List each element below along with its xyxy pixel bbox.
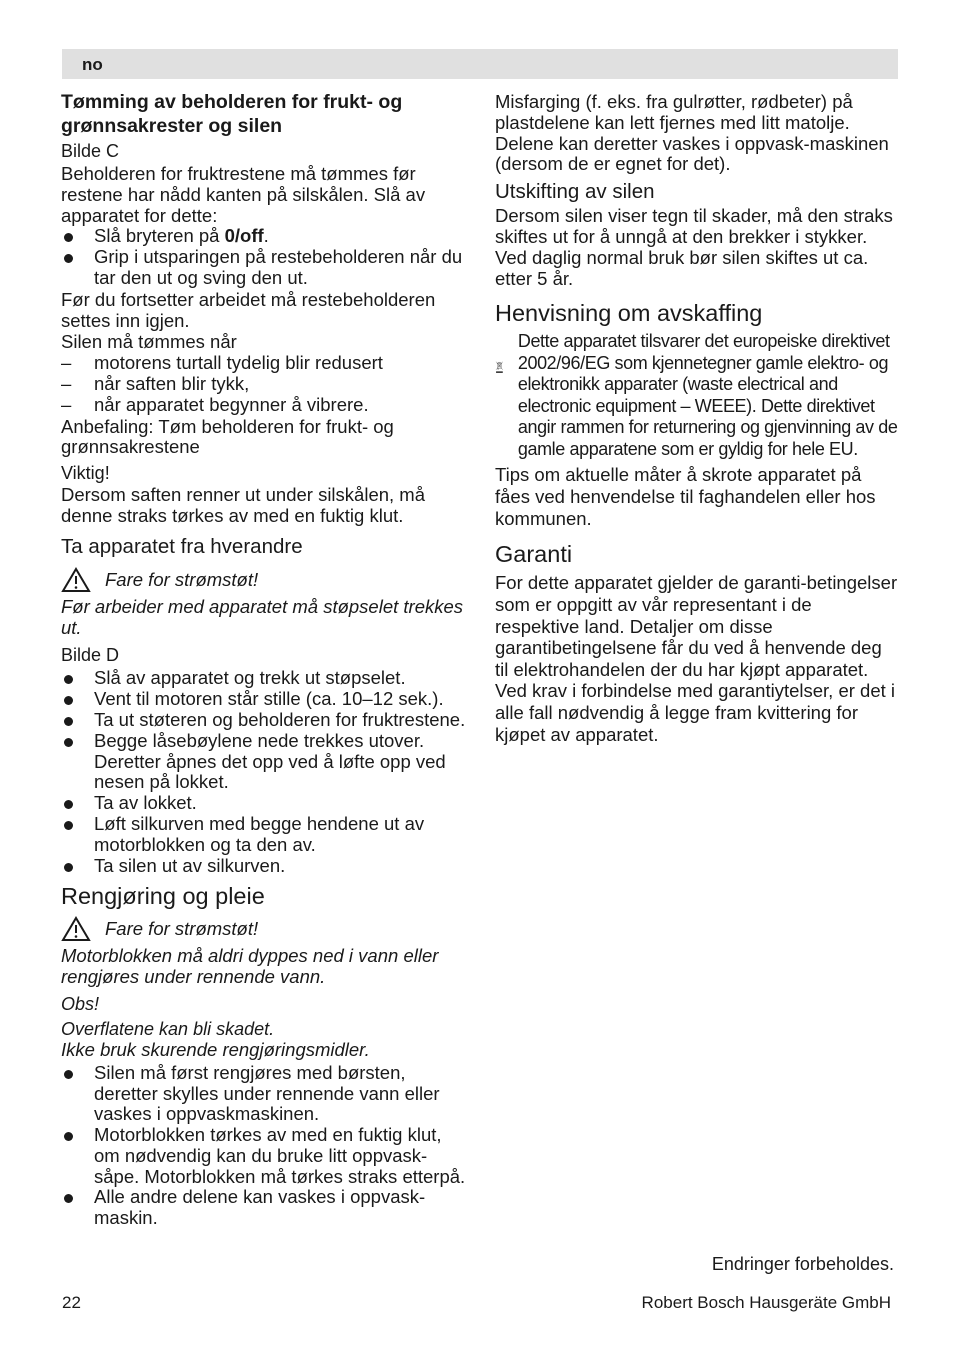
disassembly-bullets xyxy=(61,668,466,876)
crossed-out-wheelie-bin-icon xyxy=(495,331,504,403)
figure-ref-d: Bilde D xyxy=(61,645,120,666)
important-label: Viktig! xyxy=(61,463,110,484)
left-column xyxy=(61,90,466,1229)
section-title-cleaning: Rengjøring og pleie xyxy=(61,883,265,910)
emptying-dash-list xyxy=(61,353,466,415)
emptying-paragraph-1: Beholderen for fruktrestene må tømmes før restene har nådd kanten på silskålen. Slå av apparatet for dette: xyxy=(61,163,426,226)
section-title-emptying: Tømming av beholderen for frukt- og grønnsakrester og silen xyxy=(61,91,403,137)
right-column xyxy=(495,90,900,745)
warning-electric-shock xyxy=(61,567,466,593)
warning-electric-shock xyxy=(61,916,466,942)
section-title-disassembly: Ta apparatet fra hverandre xyxy=(61,534,303,558)
cleaning-bullets xyxy=(61,1063,466,1229)
disposal-tips: Tips om aktuelle måter å skrote apparatet på fåes ved henvendelse til faghandelen eller hos kommunen. xyxy=(495,464,876,530)
list-item: Ta silen ut av silkurven. xyxy=(61,856,466,877)
company-name: Robert Bosch Hausgeräte GmbH xyxy=(641,1293,891,1312)
language-code: no xyxy=(82,55,103,74)
section-title-sieve-replacement: Utskifting av silen xyxy=(495,180,655,204)
page-number: 22 xyxy=(62,1293,81,1312)
warning-triangle-icon xyxy=(61,916,91,942)
changes-reserved: Endringer forbeholdes. xyxy=(711,1254,894,1274)
emptying-bullets xyxy=(61,226,466,288)
list-item: – når saften blir tykk, xyxy=(61,374,466,395)
caution-heading: Overflatene kan bli skadet. xyxy=(61,1018,275,1039)
list-item: Grip i utsparingen på restebeholderen når du tar den ut og sving den ut. xyxy=(61,247,466,289)
discoloration-text: Misfarging (f. eks. fra gulrøtter, rødbeter) på plastdelene kan lett fjernes med litt matolje. Delene kan deretter vaskes i oppvask-maskinen (dersom de er egnet for det). xyxy=(495,91,889,175)
recommendation: Anbefaling: Tøm beholderen for frukt- og grønnsakrestene xyxy=(61,415,394,458)
list-item: – når apparatet begynner å vibrere. xyxy=(61,395,466,416)
emptying-paragraph-3: Silen må tømmes når xyxy=(61,331,237,353)
list-item: Motorblokken tørkes av med en fuktig klut, om nødvendig kan du bruke litt oppvask-såpe. Motorblokken må tørkes straks etterpå. xyxy=(61,1125,466,1187)
list-item: Alle andre delene kan vaskes i oppvask-maskin. xyxy=(61,1187,466,1229)
important-text: Dersom saften renner ut under silskålen, må denne straks tørkes av med en fuktig klut. xyxy=(61,484,426,526)
sieve-replacement-text: Dersom silen viser tegn til skader, må den straks skiftes ut for å unngå at den brekker i stykker. Ved daglig normal bruk bør silen skiftes ut ca. etter 5 år. xyxy=(495,205,893,289)
disposal-text: Dette apparatet tilsvarer det europeiske direktivet 2002/96/EG som kjennetegner gamle elektro- og elektronikk apparater (waste electrical and electronic equipment – WEEE). Dette direktivet angir rammen for returnering og gjenvinning av de gamle apparatene som er gyldig for hele EU. xyxy=(517,331,898,459)
section-title-disposal: Henvisning om avskaffing xyxy=(495,300,763,327)
warning-text: Motorblokken må aldri dyppes ned i vann eller rengjøres under rennende vann. xyxy=(61,945,439,988)
figure-ref-c: Bilde C xyxy=(61,141,120,161)
disposal-notice xyxy=(495,331,900,460)
list-item: Løft silkurven med begge hendene ut av motorblokken og ta den av. xyxy=(61,814,466,856)
warranty-text: For dette apparatet gjelder de garanti-betingelser som er oppgitt av vår representant i de respektive land. Detaljer om disse garantibetingelsene får du ved å henvende deg til elektrohandelen der du har kjøpt apparatet. Ved krav i forbindelse med garantiytelser, er det i alle fall nødvendig å legge fram kvittering for kjøpet av apparatet. xyxy=(495,572,898,745)
warning-title: Fare for strømstøt! xyxy=(105,918,259,940)
warning-title: Fare for strømstøt! xyxy=(105,568,259,590)
list-item: Vent til motoren står stille (ca. 10–12 sek.). xyxy=(61,689,466,710)
warning-text: Før arbeider med apparatet må støpselet trekkes ut. xyxy=(61,595,464,638)
list-item: Ta av lokket. xyxy=(61,793,466,814)
caution-text: Ikke bruk skurende rengjøringsmidler. xyxy=(61,1038,370,1060)
section-title-warranty: Garanti xyxy=(495,541,573,568)
warning-triangle-icon xyxy=(61,567,91,593)
list-item: Slå av apparatet og trekk ut støpselet. xyxy=(61,668,466,689)
language-header-bar xyxy=(62,49,898,79)
list-item: Ta ut støteren og beholderen for fruktrestene. xyxy=(61,710,466,731)
list-item: Begge låsebøylene nede trekkes utover. Deretter åpnes det opp ved å løfte opp ved nesen på lokket. xyxy=(61,731,466,793)
list-item: – motorens turtall tydelig blir redusert xyxy=(61,353,466,374)
caution-label: Obs! xyxy=(61,993,100,1014)
list-item: Slå bryteren på 0/off. xyxy=(61,226,466,247)
list-item: Silen må først rengjøres med børsten, deretter skylles under rennende vann eller vaskes i oppvaskmaskinen. xyxy=(61,1063,466,1125)
emptying-paragraph-2: Før du fortsetter arbeidet må restebeholderen settes inn igjen. xyxy=(61,288,436,331)
